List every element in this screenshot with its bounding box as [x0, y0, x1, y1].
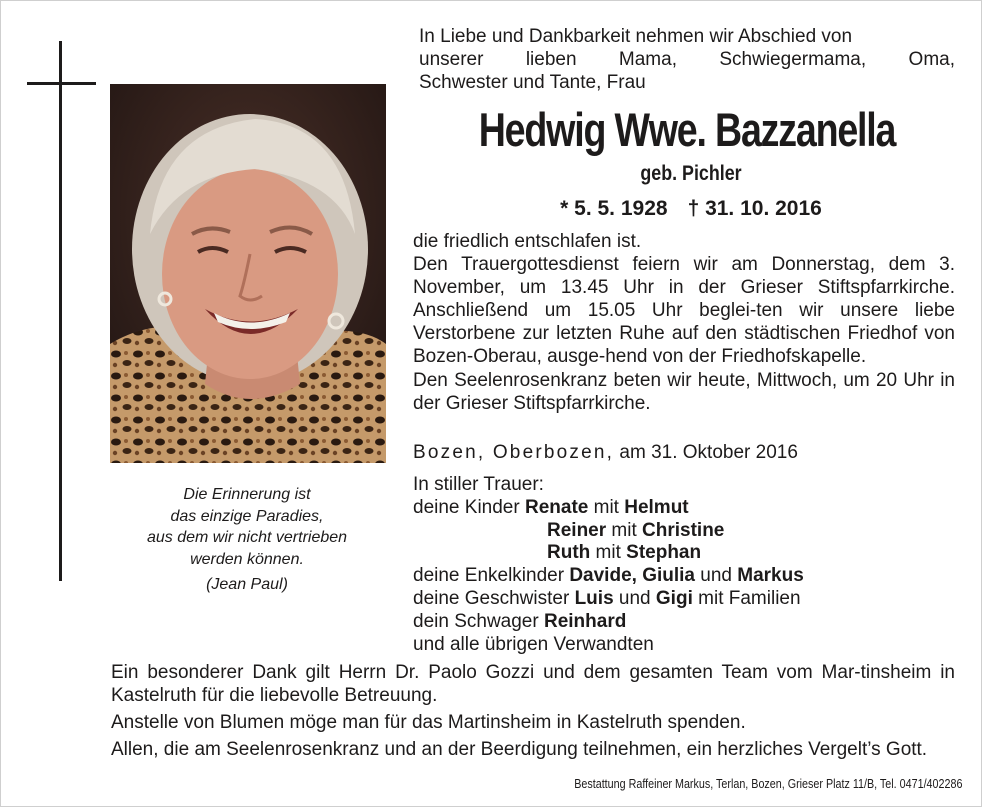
joiner: und: [700, 565, 732, 587]
quote-line: werden können.: [190, 550, 304, 568]
mourners-heading: In stiller Trauer:: [413, 474, 544, 495]
brother-in-law-row: [413, 611, 955, 634]
thanks-paragraph: Ein besonderer Dank gilt Herrn Dr. Paolo Gozzi und dem gesamten Team vom Mar-tinsheim in Kastelruth für die liebevolle Betreuung.: [111, 662, 955, 706]
intro-line: In Liebe und Dankbarkeit nehmen wir Abschied von: [419, 26, 853, 47]
brother-in-law-name: Reinhard: [543, 610, 627, 632]
quote-line: Die Erinnerung ist: [183, 486, 311, 503]
sibling-name: Luis: [574, 587, 614, 609]
joiner: mit: [593, 496, 619, 518]
announcement-line: die friedlich entschlafen ist.: [413, 231, 642, 252]
invitation-paragraph: Allen, die am Seelenrosenkranz und an der Beerdigung teilnehmen, ein herzliches Vergelt’s Gott.: [111, 739, 928, 760]
death-date: † 31. 10. 2016: [687, 197, 822, 220]
joiner: mit: [595, 542, 621, 564]
announcement-text: [413, 230, 955, 415]
mourners-list: [413, 474, 955, 656]
relatives-row: und alle übrigen Verwandten: [413, 633, 654, 655]
grandchildren-names: Davide, Giulia: [569, 565, 695, 587]
grandchild-name: Markus: [737, 565, 804, 587]
children-label: deine Kinder: [413, 496, 520, 518]
portrait-photo: [110, 84, 386, 463]
partner-name: Christine: [642, 519, 725, 541]
maiden-name: geb. Pichler: [640, 162, 742, 185]
brother-in-law-label: dein Schwager: [413, 610, 539, 632]
quote-line: aus dem wir nicht vertrieben: [146, 529, 348, 546]
grandchildren-row: [413, 565, 955, 588]
sibling-name: Gigi: [655, 587, 693, 609]
rosary-details: Den Seelenrosenkranz beten wir heute, Mittwoch, um 20 Uhr in der Grieser Stiftspfarrkirche.: [413, 369, 955, 414]
child-name: Renate: [524, 496, 589, 518]
funeral-home-footer: [511, 777, 963, 791]
funeral-details: Den Trauergottesdienst feiern wir am Donnerstag, dem 3. November, um 13.45 Uhr in der Grieser Stiftspfarrkirche. Anschließend um 15.05 Uhr beglei-ten wir unsere liebe Verstorbene zur letzten Ruhe auf den städtischen Friedhof von Bozen-Oberau, ausge-hend von der Friedhofskapelle.: [413, 254, 955, 368]
grandchildren-label: deine Enkelkinder: [413, 565, 565, 587]
memorial-quote: [106, 484, 388, 596]
partner-name: Stephan: [626, 542, 702, 564]
donation-paragraph: Anstelle von Blumen möge man für das Martinsheim in Kastelruth spenden.: [111, 712, 746, 733]
joiner: und: [618, 587, 651, 609]
portrait-illustration: [110, 84, 386, 463]
quote-author: (Jean Paul): [206, 576, 288, 593]
closing-text: [111, 661, 955, 761]
cross-icon: [59, 41, 62, 581]
life-dates: [521, 197, 861, 221]
date: am 31. Oktober 2016: [619, 442, 798, 463]
footer-text: Bestattung Raffeiner Markus, Terlan, Bozen, Grieser Platz 11/B, Tel. 0471/402286: [574, 777, 963, 791]
children-row: [413, 520, 955, 543]
intro-line: Schwester und Tante, Frau: [419, 72, 646, 93]
cross-icon-bar: [27, 82, 96, 85]
deceased-name: Hedwig Wwe. Bazzanella: [478, 103, 896, 156]
intro-line: unserer lieben Mama, Schwiegermama, Oma,: [419, 49, 955, 70]
joiner: mit: [611, 519, 637, 541]
birth-date: * 5. 5. 1928: [560, 197, 668, 220]
place-date: [413, 441, 955, 464]
partner-name: Helmut: [624, 496, 689, 518]
intro-text: [419, 25, 955, 94]
place: Bozen, Oberbozen,: [413, 442, 615, 463]
quote-line: das einzige Paradies,: [170, 507, 324, 525]
siblings-row: [413, 588, 955, 611]
children-row: [413, 497, 955, 520]
children-row: [413, 542, 955, 565]
siblings-suffix: mit Familien: [698, 587, 801, 609]
siblings-label: deine Geschwister: [413, 587, 570, 609]
child-name: Reiner: [547, 519, 607, 541]
child-name: Ruth: [547, 542, 591, 564]
